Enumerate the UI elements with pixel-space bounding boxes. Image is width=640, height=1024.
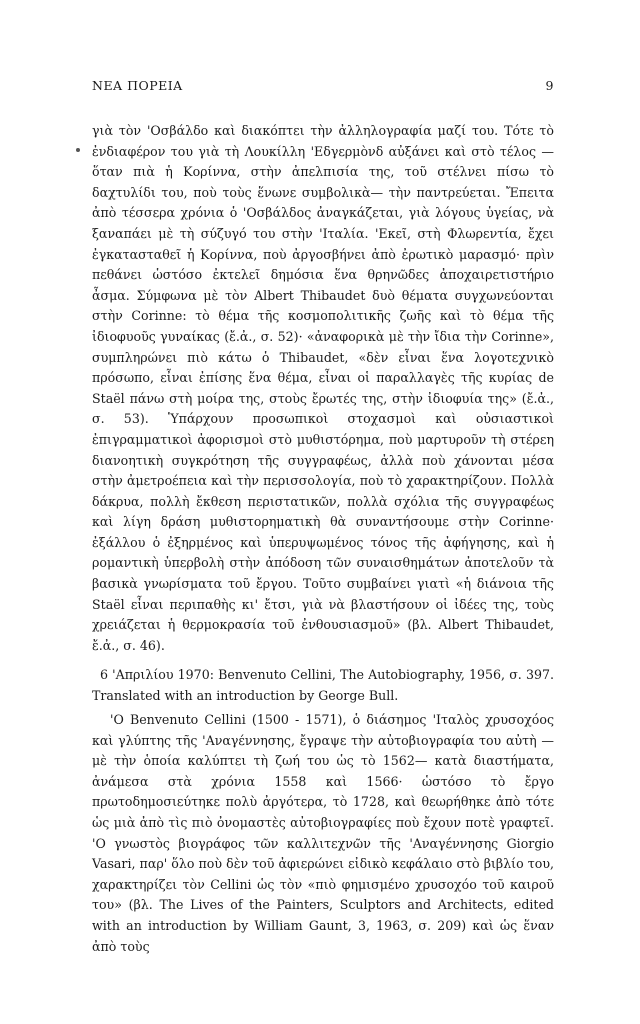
paragraph-corinne: γιὰ τὸν 'Οσβάλδο καὶ διακόπτει τὴν ἀλληλογραφία μαζί του. Τότε τὸ ἐνδιαφέρον του γιὰ τὴ Λουκίλλη 'Εδγερμὸνδ αὐξάνει καὶ στὸ τέλος — ὅταν πιὰ ἡ Κορίννα, στὴν ἀπελπισία της, τοῦ στέλνει πίσω τὸ δαχτυλίδι του, ποὺ τοὺς ἕνωνε συμβολικὰ— τὴν παντρεύεται. Ἔπειτα ἀπὸ τέσσερα χρόνια ὁ 'Οσβάλδος ἀναγκάζεται, γιὰ λόγους ὑγείας, νὰ ξαναπάει μὲ τὴ σύζυγό του στὴν 'Ιταλία. 'Εκεῖ, στὴ Φλωρεντία, ἔχει ἐγκατασταθεῖ ἡ Κορίννα, ποὺ ἀργοσβήνει ἀπὸ ἐρωτικὸ μαρασμό· πρὶν πεθάνει ὡστόσο ἐκτελεῖ δημόσια ἕνα θρηνῶδες ἀποχαιρετιστήριο ἆσμα. Σύμφωνα μὲ τὸν Albert Thibaudet δυὸ θέματα συγχωνεύονται στὴν Corinne: τὸ θέμα τῆς κοσμοπολιτικῆς ζωῆς καὶ τὸ θέμα τῆς ἰδιοφυοῦς γυναίκας (ἔ.ἀ., σ. 52)· «ἀναφορικὰ μὲ τὴν ἴδια τὴν Corinne», συμπληρώνει πιὸ κάτω ὁ Thibaudet, «δὲν εἶναι ἕνα λογοτεχνικὸ πρόσωπο, εἶναι ἐπίσης ἕνα θέμα, εἶναι οἱ παραλλαγὲς τῆς κυρίας de Staël πάνω στὴ μοίρα της, στοὺς ἔρωτές της, στὴν ἰδιοφυία της» (ἔ.ἀ., σ. 53). Ὑπάρχουν προσωπικοὶ στοχασμοὶ καὶ οὐσιαστικοὶ ἐπιγραμματικοὶ ἀφορισμοὶ στὸ μυθιστόρημα, ποὺ μαρτυροῦν τὴ στέρεη διανοητικὴ συγκρότηση τῆς συγγραφέως, ἀλλὰ ποὺ χάνονται μέσα στὴν ἀμετροέπεια καὶ τὴν περισσολογία, ποὺ τὸ χαρακτηρίζουν. Πολλὰ δάκρυα, πολλὴ ἔκθεση περιστατικῶν, πολλὰ σχόλια τῆς συγγραφέως καὶ λίγη δράση μυθιστορηματικὴ θὰ συναντήσουμε στὴν Corinne· ἐξάλλου ὁ ἐξηρμένος καὶ ὑπερυψωμένος τόνος τῆς ἀφήγησης, καὶ ἡ ρομαντικὴ ὑπερβολὴ στὴν ἀπόδοση τῶν συναισθημάτων ἀποτελοῦν τὰ βασικὰ γνωρίσματα τοῦ ἔργου. Τοῦτο συμβαίνει γιατὶ «ἡ διάνοια τῆς Staël εἶναι περιπαθὴς κι' ἔτσι, γιὰ νὰ βλαστήσουν οἱ ἰδέες της, τοὺς χρειάζεται ἡ θερμοκρασία τοῦ ἐνθουσιασμοῦ» (βλ. Albert Thibaudet, ἔ.ἀ., σ. 46).: [92, 123, 554, 653]
paragraph-cellini: 'Ο Benvenuto Cellini (1500 - 1571), ὁ διάσημος 'Ιταλὸς χρυσοχόος καὶ γλύπτης τῆς 'Αναγέννησης, ἔγραψε τὴν αὐτοβιογραφία του αὐτὴ —μὲ τὴν ὁποία καλύπτει τὴ ζωή του ὡς τὸ 1562— κατὰ διαστήματα, ἀνάμεσα στὰ χρόνια 1558 καὶ 1566· ὡστόσο τὸ ἔργο πρωτοδημοσιεύτηκε πολὺ ἀργότερα, τὸ 1728, καὶ θεωρήθηκε ἀπὸ τότε ὡς μιὰ ἀπὸ τὶς πιὸ ὀνομαστὲς αὐτοβιογραφίες ποὺ ἔχουν ποτὲ γραφτεῖ. 'Ο γνωστὸς βιογράφος τῶν καλλιτεχνῶν τῆς 'Αναγέννησης Giorgio Vasari, παρ' ὅλο ποὺ δὲν τοῦ ἀφιερώνει εἰδικὸ κεφάλαιο στὸ βιβλίο του, χαρακτηρίζει τὸν Cellini ὡς τὸν «πιὸ φημισμένο χρυσοχόο τοῦ καιροῦ του» (βλ. The Lives of the Painters, Sculptors and Architects, edited with an introduction by William Gaunt, 3, 1963, σ. 209) καὶ ὡς ἕναν ἀπὸ τοὺς: [92, 712, 554, 954]
page-number: 9: [545, 78, 554, 93]
running-header: [92, 78, 554, 93]
journal-title: ΝΕΑ ΠΟΡΕΙΑ: [92, 78, 183, 93]
margin-mark: [76, 148, 80, 152]
entry-heading-cellini: 6 'Απριλίου 1970: Benvenuto Cellini, The Autobiography, 1956, σ. 397. Translated with an introduction by George Bull.: [92, 667, 554, 703]
